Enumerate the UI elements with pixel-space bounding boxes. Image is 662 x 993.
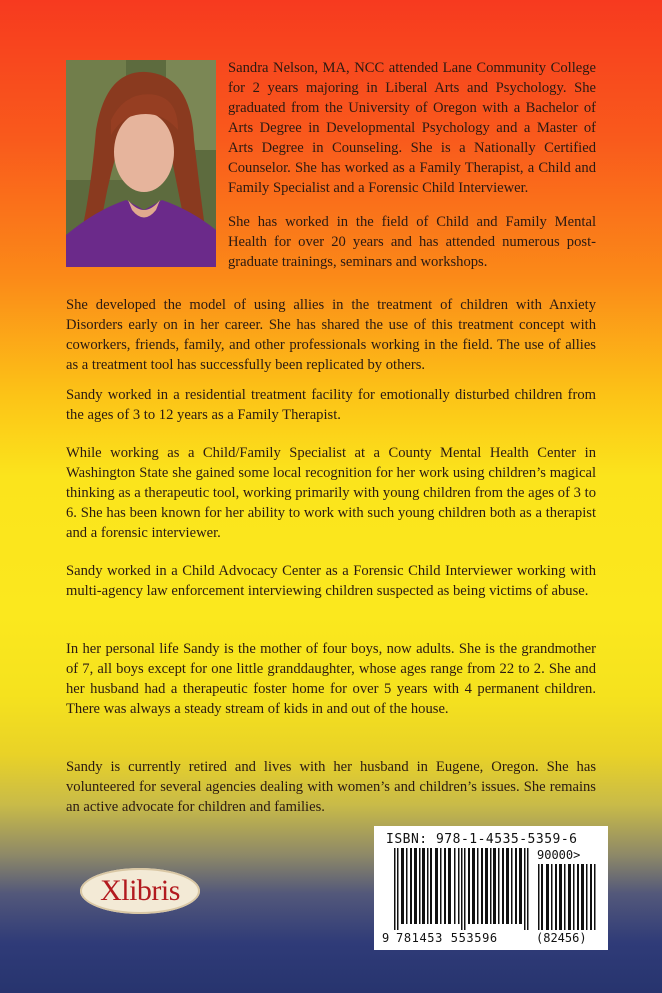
price-code: 90000> [537, 848, 581, 862]
barcode-price-digits: (82456) [536, 931, 587, 945]
bio-experience: She has worked in the field of Child and Family Mental Health for over 20 years and has attended numerous post-graduate trainings, seminars and workshops. [228, 214, 596, 270]
barcode-first-digit: 9 [382, 931, 390, 945]
isbn-label: ISBN: 978-1-4535-5359-6 [386, 832, 578, 847]
isbn-barcode [374, 826, 608, 950]
publisher-name: Xlibris [100, 874, 180, 907]
bio-residential: Sandy worked in a residential treatment facility for emotionally disturbed children from the ages of 3 to 12 years as a Family Therapist. [66, 387, 596, 423]
bio-retired: Sandy is currently retired and lives with her husband in Eugene, Oregon. She has volunteered for several agencies dealing with women’s and children’s issues. She remains an active advocate for children and families. [66, 759, 596, 815]
bio-intro: Sandra Nelson, MA, NCC attended Lane Community College for 2 years majoring in Liberal Arts and Psychology. She graduated from the University of Oregon with a Bachelor of Arts Degree in Developmental Psychology and a Master of Arts Degree in Counseling. She is a Nationally Certified Counselor. She has worked as a Family Therapist, a Child and Family Specialist and a Forensic Child Interviewer. [228, 60, 596, 196]
bio-allies: She developed the model of using allies in the treatment of children with Anxiety Disorders early on in her career. She has shared the use of this treatment concept with coworkers, friends, family, and other professionals working in the field. The use of allies as a treatment tool has successfully been replicated by others. [66, 297, 596, 373]
price-barcode-bars [538, 864, 598, 930]
bio-advocacy: Sandy worked in a Child Advocacy Center as a Forensic Child Interviewer working with multi-agency law enforcement interviewing children suspected as being victims of abuse. [66, 563, 596, 599]
barcode-digits: 781453 553596 [396, 931, 498, 945]
bio-county: While working as a Child/Family Specialist at a County Mental Health Center in Washington State she gained some local recognition for her work using children’s magical thinking as a therapeutic tool, working primarily with young children from the ages of 3 to 6. She has been known for her ability to work with such young children both as a therapist and a forensic interviewer. [66, 445, 596, 541]
author-photo [66, 60, 216, 267]
publisher-logo [80, 868, 200, 914]
barcode-bars [394, 848, 532, 930]
bio-personal: In her personal life Sandy is the mother of four boys, now adults. She is the grandmother of 7, all boys except for one little granddaughter, whose ages range from 22 to 2. She and her husband had a therapeutic foster home for over 5 years with 4 permanent children. There was always a steady stream of kids in and out of the house. [66, 641, 596, 717]
